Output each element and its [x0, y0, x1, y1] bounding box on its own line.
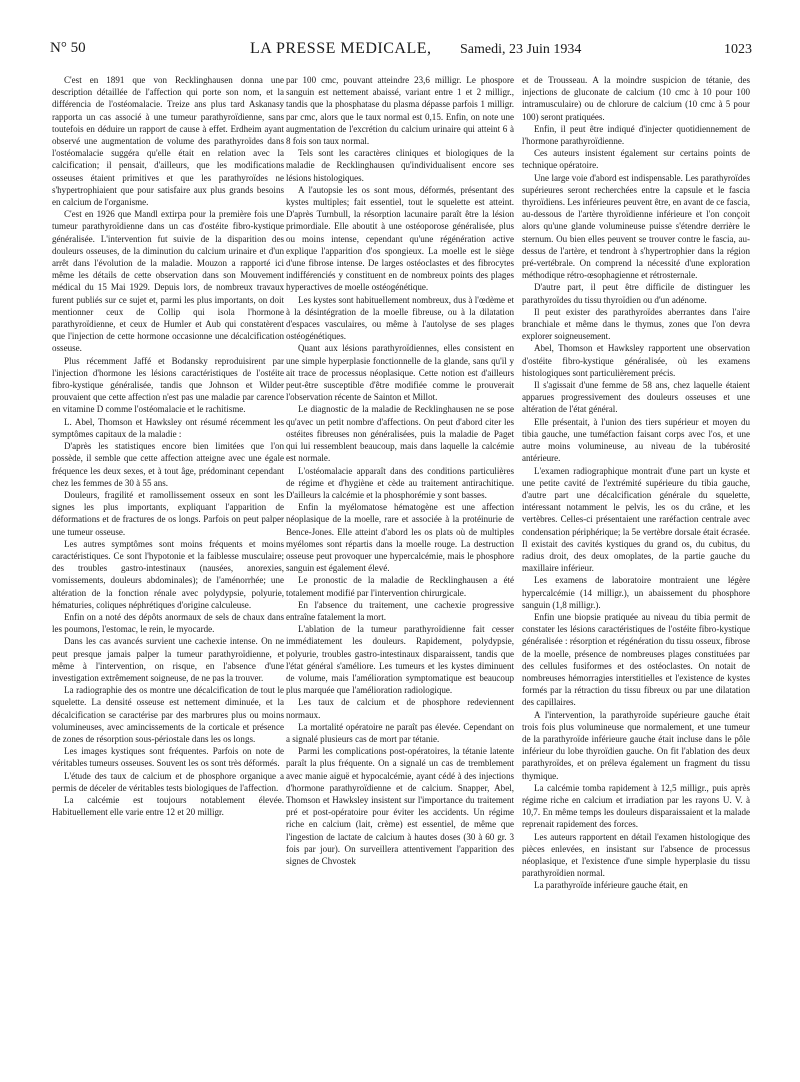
paragraph: L'ablation de la tumeur parathyroïdienne fait cesser immédiatement les douleurs. Rapidement, polydypsie, polyurie, troubles gastro-intestinaux disparaissent, tandis que l'état général s'améliore. Les tumeurs et les kystes diminuent de volume, mais l'amélioration symptomatique est beaucoup plus marquée que l'amélioration radiologique. [286, 624, 514, 696]
paragraph: Il s'agissait d'une femme de 58 ans, chez laquelle étaient apparues progressivement des douleurs osseuses et une altération de l'état général. [522, 380, 750, 415]
paragraph: Les images kystiques sont fréquentes. Parfois on note de véritables tumeurs osseuses. Souvent les os sont très déformés. [52, 746, 284, 769]
paragraph: Quant aux lésions parathyroïdiennes, elles consistent en une simple hyperplasie fonctionnelle de la glande, sans qu'il y ait trace de processus néoplasique. Cette notion est d'ailleurs peut-être susceptible d'être modifiée comme le prouverait l'observation récente de Sainton et Millot. [286, 343, 514, 403]
paragraph: La radiographie des os montre une décalcification de tout le squelette. La densité osseuse est nettement diminuée, et la décalcification se caractérise par des marbrures plus ou moins volumineuses, avec amincissements de la corticale et présence de zones de résorption sous-périostale dans les os longs. [52, 685, 284, 744]
paragraph: Il peut exister des parathyroïdes aberrantes dans l'aire branchiale et même dans le thymus, zones que l'on devra explorer soigneusement. [522, 306, 750, 342]
text-column-2 [286, 74, 514, 867]
paragraph: L. Abel, Thomson et Hawksley ont résumé récemment les symptômes capitaux de la maladie : [52, 416, 284, 439]
paragraph: Abel, Thomson et Hawksley rapportent une observation d'ostéite fibro-kystique généralisée, où les examens histologiques sont particulièrement précis. [522, 343, 750, 378]
paragraph: D'autre part, il peut être difficile de distinguer les parathyroïdes du tissu thyroïdien ou d'un adénome. [522, 282, 750, 305]
publication-title: LA PRESSE MEDICALE, [250, 40, 432, 57]
paragraph: Enfin une biopsie pratiquée au niveau du tibia permit de constater les lésions caractéristiques de l'ostéite fibro-kystique généralisée : résorption et régénération du tissu osseux, fibrose de la moelle, présence de nombreuses plages constituées par des cellules fusiformes et des ostéoclastes. On notait de nombreuses hémorragies interstitielles et l'existence de kystes formés par la rétraction du tissu fibreux ou par une dilatation des capillaires. [522, 611, 750, 708]
paragraph: Les taux de calcium et de phosphore redeviennent normaux. [286, 697, 514, 720]
paragraph: Elle présentait, à l'union des tiers supérieur et moyen du tibia gauche, une tuméfaction faisant corps avec l'os, et une autre moins volumineuse, au niveau de la tubérosité antérieure. [522, 416, 750, 464]
paragraph: Le diagnostic de la maladie de Recklinghausen ne se pose qu'avec un petit nombre d'affections. On peut d'abord citer les ostéites fibreuses non généralisées, puis la maladie de Paget qui lui ressemblent beaucoup, mais dans laquelle la calcémie est normale. [286, 404, 514, 464]
paragraph: A l'intervention, la parathyroïde supérieure gauche était trois fois plus volumineuse que normalement, et une tumeur de la parathyroïde inférieure gauche était incluse dans le pôle inférieur du lobe thyroïdien gauche. On fit l'ablation des deux parathyroïdes, et on préleva également un fragment du tissu thymique. [522, 709, 750, 781]
paragraph: Enfin on a noté des dépôts anormaux de sels de chaux dans les poumons, l'estomac, le rein, le myocarde. [52, 611, 284, 635]
paragraph: et de Trousseau. A la moindre suspicion de tétanie, des injections de gluconate de calcium (10 cmc à 10 pour 100 intramusculaire) ou de chlorure de calcium (10 cmc à 5 pour 100) seront pratiquées. [522, 75, 750, 122]
paragraph: La mortalité opératoire ne paraît pas élevée. Cependant on a signalé plusieurs cas de mort par tétanie. [286, 721, 514, 744]
paragraph: La calcémie est toujours notablement élevée. Habituellement elle varie entre 12 et 20 milligr. [52, 794, 284, 818]
paragraph: L'étude des taux de calcium et de phosphore organique a permis de déceler de véritables tests biologiques de l'affection. [52, 770, 284, 793]
paragraph: Les auteurs rapportent en détail l'examen histologique des pièces enlevées, en insistant sur l'absence de processus néoplasique, et l'existence d'une simple hyperplasie du tissu parathyroïdien normal. [522, 831, 750, 879]
page-number: 1023 [724, 42, 752, 57]
paragraph: Les autres symptômes sont moins fréquents et moins caractéristiques. Ce sont l'hypotonie et la faiblesse musculaire; des troubles gastro-intestinaux (nausées, anorexies, vomissements, douleurs abdominales); de l'aménorrhée; une altération de la fonction rénale avec polydypsie, polyurie, hématuries, coliques néphrétiques d'origine calculeuse. [52, 538, 284, 610]
paragraph: L'examen radiographique montrait d'une part un kyste et une petite cavité de l'extrémité supérieure du tibia gauche, d'autre part une décalcification générale du squelette, intéressant notamment le pelvis, les os du crâne, et les vertèbres. Celles-ci présentaient une raréfaction centrale avec condensation périphérique; la 5e vertèbre dorsale était écrasée. Il existait des cavités kystiques du grand os, du cubitus, du radius droit, des deux omoplates, de la partie gauche du maxillaire inférieur. [522, 465, 750, 574]
text-column-3 [522, 74, 750, 892]
paragraph: L'ostéomalacie apparaît dans des conditions particulières de régime et d'hygiène et cède au traitement antirachitique. D'ailleurs la calcémie et la phosphorémie y sont basses. [286, 465, 514, 500]
paragraph: Une large voie d'abord est indispensable. Les parathyroïdes supérieures seront recherchées entre la capsule et le fascia thyroïdiens. Les inférieures peuvent être, en avant de ce fascia, au-dessous de l'artère thyroïdienne inférieure et l'on conçoit alors qu'une glande volumineuse puisse s'étendre derrière le sternum. Ou bien elles peuvent se trouver contre le fascia, au-dessus de l'artère, et tendront à s'hypertrophier dans la région pré-vertébrale. On comprend la nécessité d'une exploration méthodique rétro-œsophagienne et rétrosternale. [522, 172, 750, 281]
paragraph: Enfin, il peut être indiqué d'injecter quotidiennement de l'hormone parathyroïdienne. [522, 123, 750, 147]
paragraph: La parathyroïde inférieure gauche était, en [534, 880, 688, 891]
text-column-1 [52, 74, 284, 818]
paragraph: Dans les cas avancés survient une cachexie intense. On ne peut presque jamais palper la tumeur parathyroïdienne, et même à l'intervention, on risque, en l'absence d'une investigation extrêmement soigneuse, de ne pas la trouver. [52, 636, 284, 683]
paragraph: A l'autopsie les os sont mous, déformés, présentant des kystes multiples; fait essentiel, tout le squelette est atteint. D'après Turnbull, la résorption lacunaire paraît être la lésion primordiale. Elle aboutit à une ostéoporose généralisée, plus ou moins intense, cependant qu'une régénération active explique l'apparition d'os spongieux. La moelle est le siège d'une fibrose intense. De larges ostéoclastes et des fibrocytes indifférenciés y constituent en de nombreux points des plages hyperactives de moelle ostéogénétique. [286, 184, 514, 293]
issue-number: N° 50 [50, 40, 86, 56]
paragraph: par 100 cmc, pouvant atteindre 23,6 milligr. Le phospore sanguin est nettement abaissé, variant entre 1 et 2 milligr., tandis que la phosphatase du plasma dépasse parfois 1 milligr. par cmc, alors que le taux normal est 0,15. Enfin, on note une augmentation de l'excrétion du calcium urinaire qui atteint 6 à 8 fois son taux normal. [286, 75, 514, 147]
paragraph: Parmi les complications post-opératoires, la tétanie latente paraît la plus fréquente. On a signalé un cas de tremblement avec manie aiguë et hypocalcémie, ayant cédé à des injections d'hormone parathyroïdienne et de calcium. Snapper, Abel, Thomson et Hawksley insistent sur l'importance du traitement pré et post-opératoire pour éviter les accidents. Un régime riche en calcium (lait, crème) est essentiel, de même que l'ingestion de lactate de calcium à hautes doses (30 à 60 gr. 3 fois par jour). On surveillera attentivement l'apparition des signes de Chvostek [286, 746, 514, 866]
paragraph: Le pronostic de la maladie de Recklinghausen a été totalement modifié par l'intervention chirurgicale. [286, 575, 514, 598]
paragraph: D'après les statistiques encore bien limitées que l'on possède, il semble que cette affection atteigne avec une égale fréquence les deux sexes, et à tout âge, prédominant cependant chez les femmes de 30 à 55 ans. [52, 441, 284, 488]
paragraph: Les kystes sont habituellement nombreux, dus à l'œdème et à la désintégration de la moelle fibreuse, ou à la dilatation d'espaces vasculaires, ou même à l'autolyse de ses plages ostéogénétiques. [286, 294, 514, 342]
paragraph: C'est en 1926 que Mandl extirpa pour la première fois une tumeur parathyroïdienne dans un cas d'ostéite fibro-kystique généralisée. L'intervention fut suivie de la disparition des douleurs osseuses, de la diminution du calcium urinaire et d'un arrêt dans l'évolution de la maladie. Mouzon a rapporté ici même les détails de cette observation dans son Mouvement médical du 15 Mai 1929. Depuis lors, de nombreux travaux furent publiés sur ce sujet et, parmi les plus importants, on doit mentionner ceux de Collip qui isola l'hormone parathyroïdienne, et ceux de Humler et Aub qui constatèrent que l'injection de cette hormone occasionne une décalcification osseuse. [52, 209, 284, 354]
paragraph: Ces auteurs insistent également sur certains points de technique opératoire. [522, 148, 750, 171]
issue-date: Samedi, 23 Juin 1934 [460, 42, 582, 57]
paragraph: Plus récemment Jaffé et Bodansky reproduisirent par l'injection d'hormone les lésions caractéristiques de l'ostéite fibro-kystique généralisée, tandis que Johnson et Wilder prouvaient que cette affection n'est pas une maladie par carence en vitamine D comme l'ostéomalacie et le rachitisme. [52, 355, 284, 415]
paragraph: En l'absence du traitement, une cachexie progressive entraîne fatalement la mort. [286, 599, 514, 622]
paragraph: C'est en 1891 que von Recklinghausen donna une description détaillée de l'affection qui porte son nom, et la différencia de l'ostéomalacie. Treize ans plus tard Askanasy rapporta un cas associé à une tumeur parathyroïdienne, sans toutefois en déduire un rapport de cause à effet. Erdheim ayant observé une augmentation de volume des parathyroïdes dans l'ostéomalacie suggéra qu'elle était en relation avec la calcification; il pensait, d'ailleurs, que les modifications osseuses étaient primitives et que les parathyroïdes ne s'hypertrophiaient que pour satisfaire aux plus grands besoins en calcium de l'organisme. [52, 75, 284, 208]
paragraph: Tels sont les caractères cliniques et biologiques de la maladie de Recklinghausen qu'individualisent encore ses lésions histologiques. [286, 148, 514, 183]
running-header [50, 40, 752, 66]
paragraph: Douleurs, fragilité et ramollissement osseux en sont les signes les plus importants, expliquant l'apparition de déformations et de fractures de os longs. Parfois on peut palper une tumeur osseuse. [52, 489, 284, 537]
paragraph: La calcémie tomba rapidement à 12,5 milligr., puis après régime riche en calcium et irradiation par les rayons U. V. à 10,7. En même temps les douleurs disparaissaient et la malade reprenait rapidement des forces. [522, 782, 750, 830]
paragraph: Les examens de laboratoire montraient une légère hypercalcémie (14 milligr.), un abaissement du phosphore sanguin (1,8 milligr.). [522, 575, 750, 610]
paragraph: Enfin la myélomatose hématogène est une affection néoplasique de la moelle, rare et associée à la protéinurie de Bence-Jones. Elle atteint d'abord les os plats où de multiples myélomes sont répartis dans la moelle rouge. La destruction osseuse peut provoquer une hypercalcémie, mais le phosphore sanguin est également élevé. [286, 502, 514, 574]
